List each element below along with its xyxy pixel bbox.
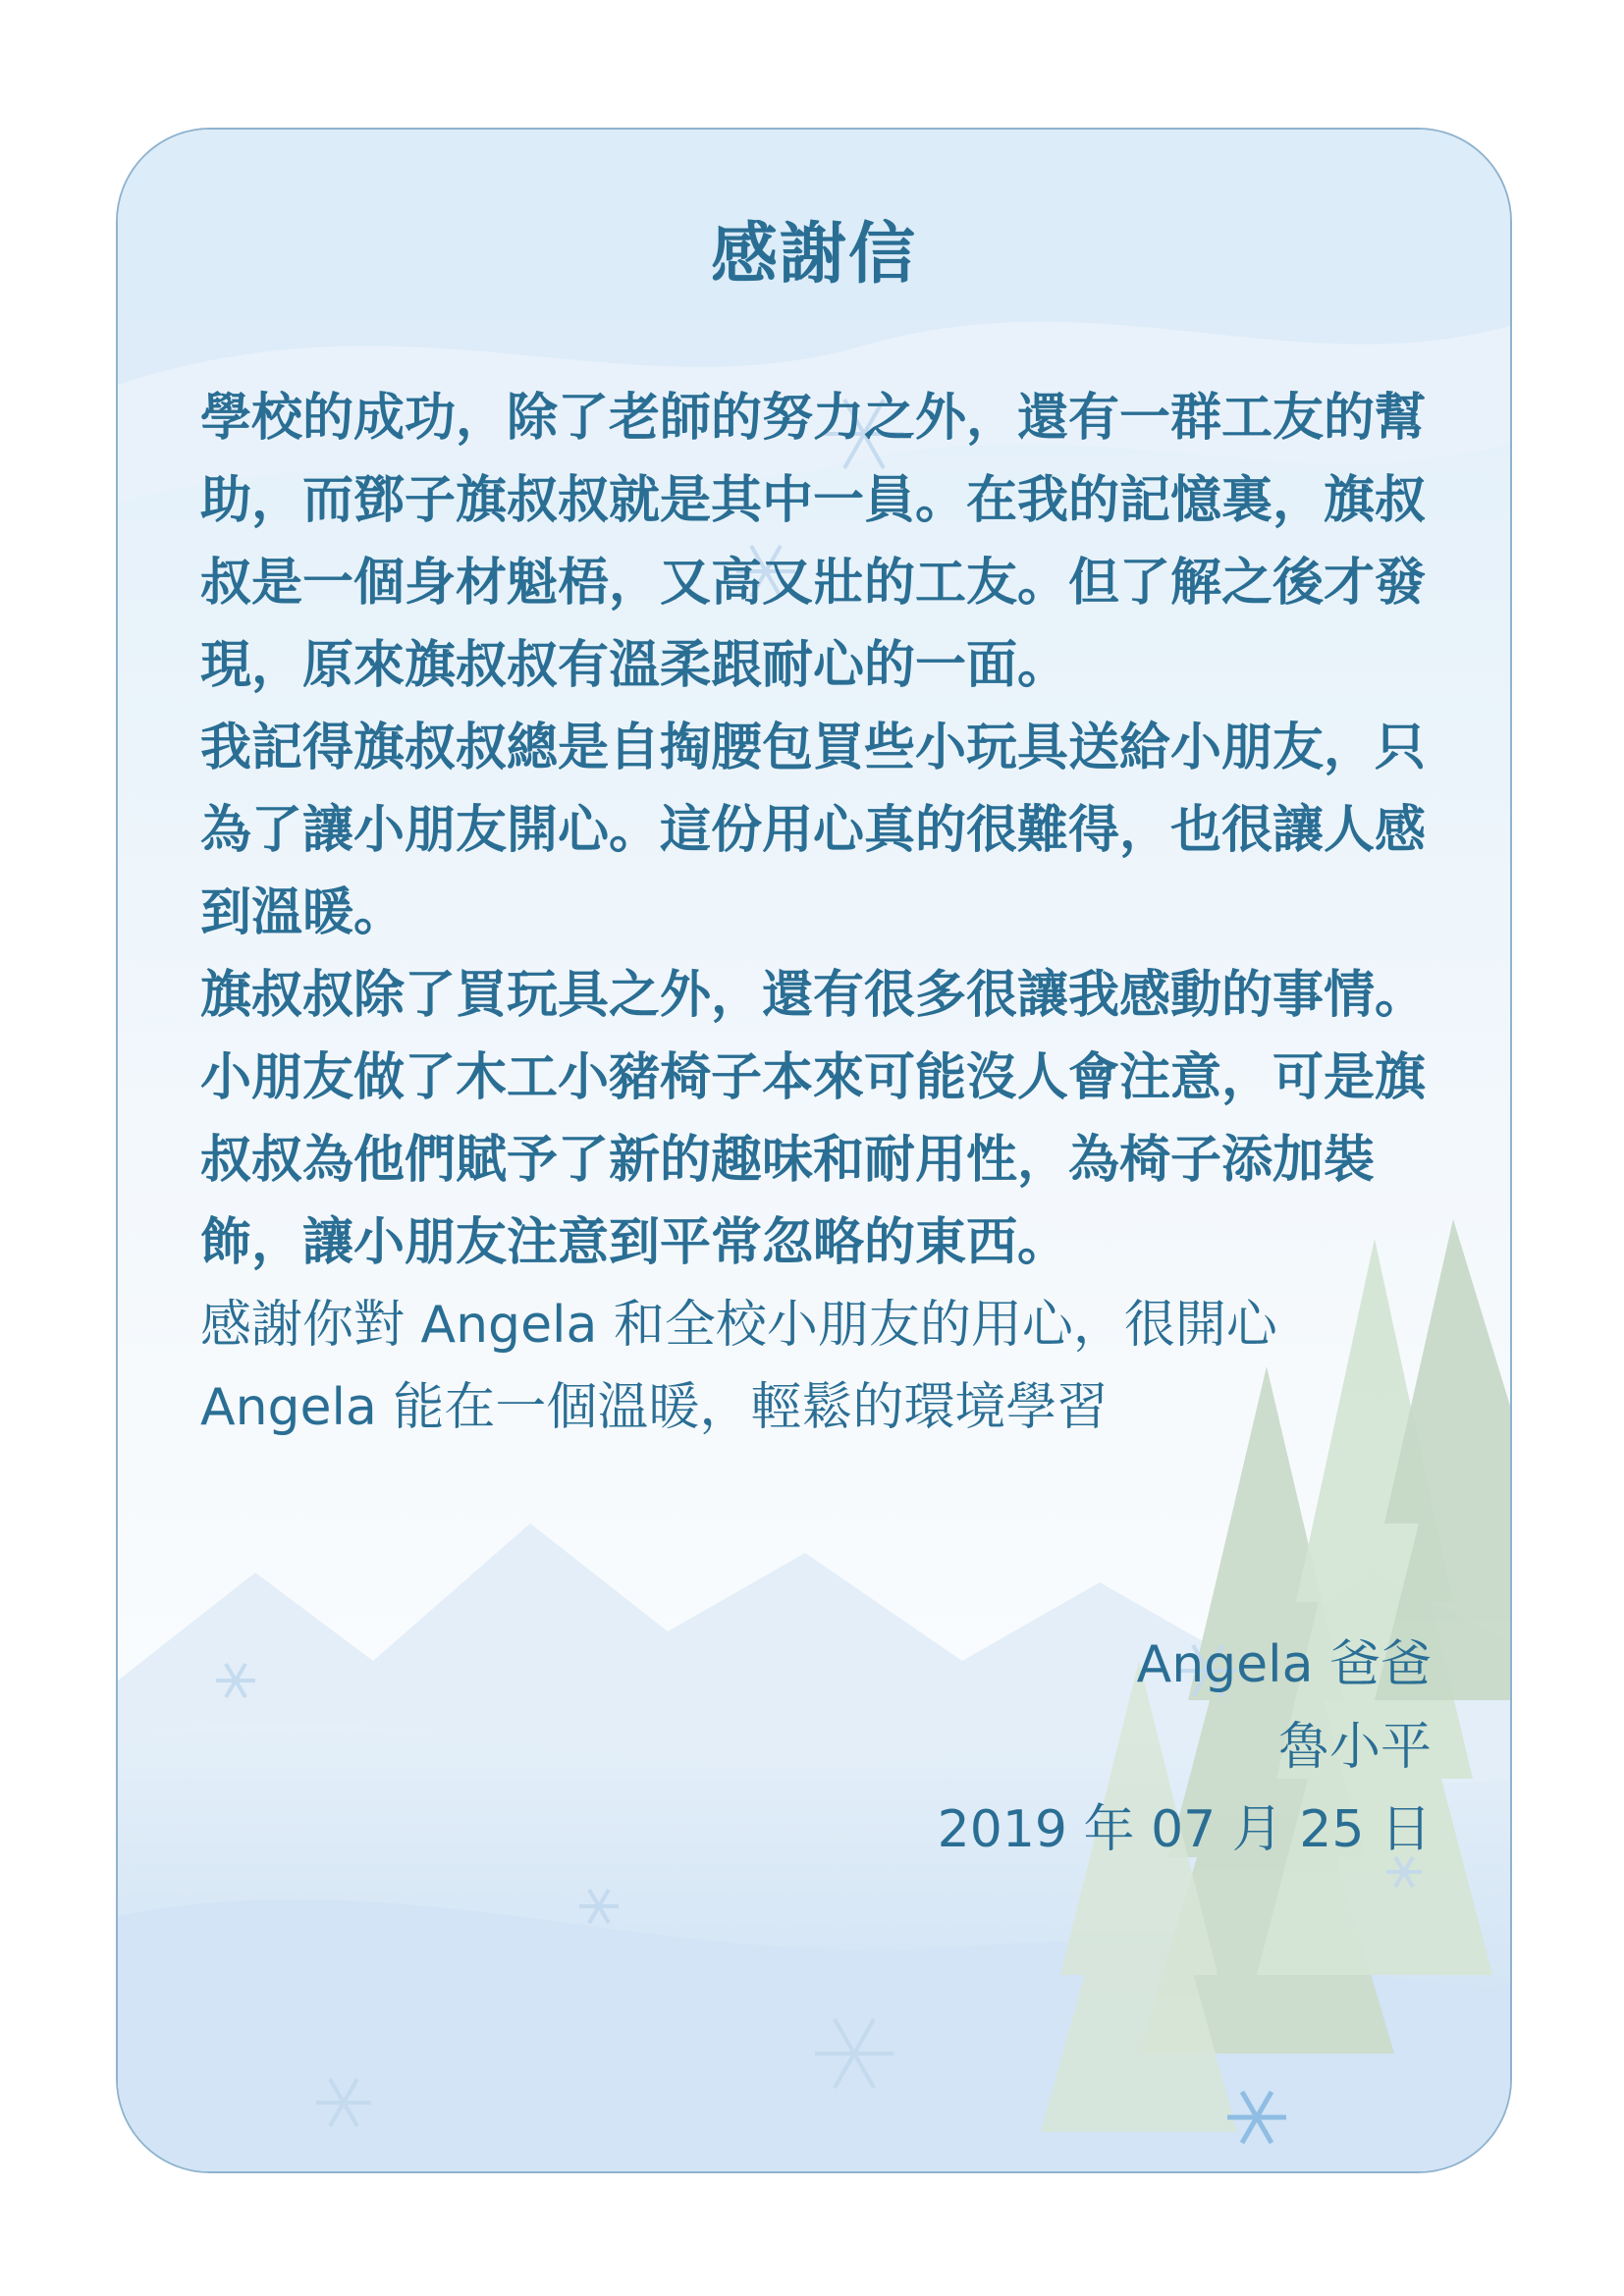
signature-block <box>938 1624 1432 1871</box>
letter-content <box>118 130 1510 2171</box>
letter-paragraph: 學校的成功，除了老師的努力之外，還有一群工友的幫助，而鄧子旗叔叔就是其中一員。在我的記憶裏，旗叔叔是一個身材魁梧，又高又壯的工友。但了解之後才發現，原來旗叔叔有溫柔跟耐心的一面。 <box>200 389 1427 695</box>
letter-paragraph: 感謝你對 Angela 和全校小朋友的用心，很開心 Angela 能在一個溫暖，輕鬆的環境學習 <box>200 1296 1277 1437</box>
signature-from: Angela 爸爸 <box>1136 1635 1432 1694</box>
letter-paragraph: 旗叔叔除了買玩具之外，還有很多很讓我感動的事情。小朋友做了木工小豬椅子本來可能沒人會注意，可是旗叔叔為他們賦予了新的趣味和耐用性，為椅子添加裝飾，讓小朋友注意到平常忽略的東西。 <box>200 966 1427 1272</box>
letter-paragraph: 我記得旗叔叔總是自掏腰包買些小玩具送給小朋友，只為了讓小朋友開心。這份用心真的很難得，也很讓人感到溫暖。 <box>200 719 1427 942</box>
letter-card <box>116 128 1512 2173</box>
signature-date: 2019 年 07 月 25 日 <box>937 1800 1432 1859</box>
signature-name: 魯小平 <box>1277 1718 1432 1777</box>
letter-title: 感謝信 <box>710 216 917 294</box>
letter-body <box>200 377 1437 1449</box>
